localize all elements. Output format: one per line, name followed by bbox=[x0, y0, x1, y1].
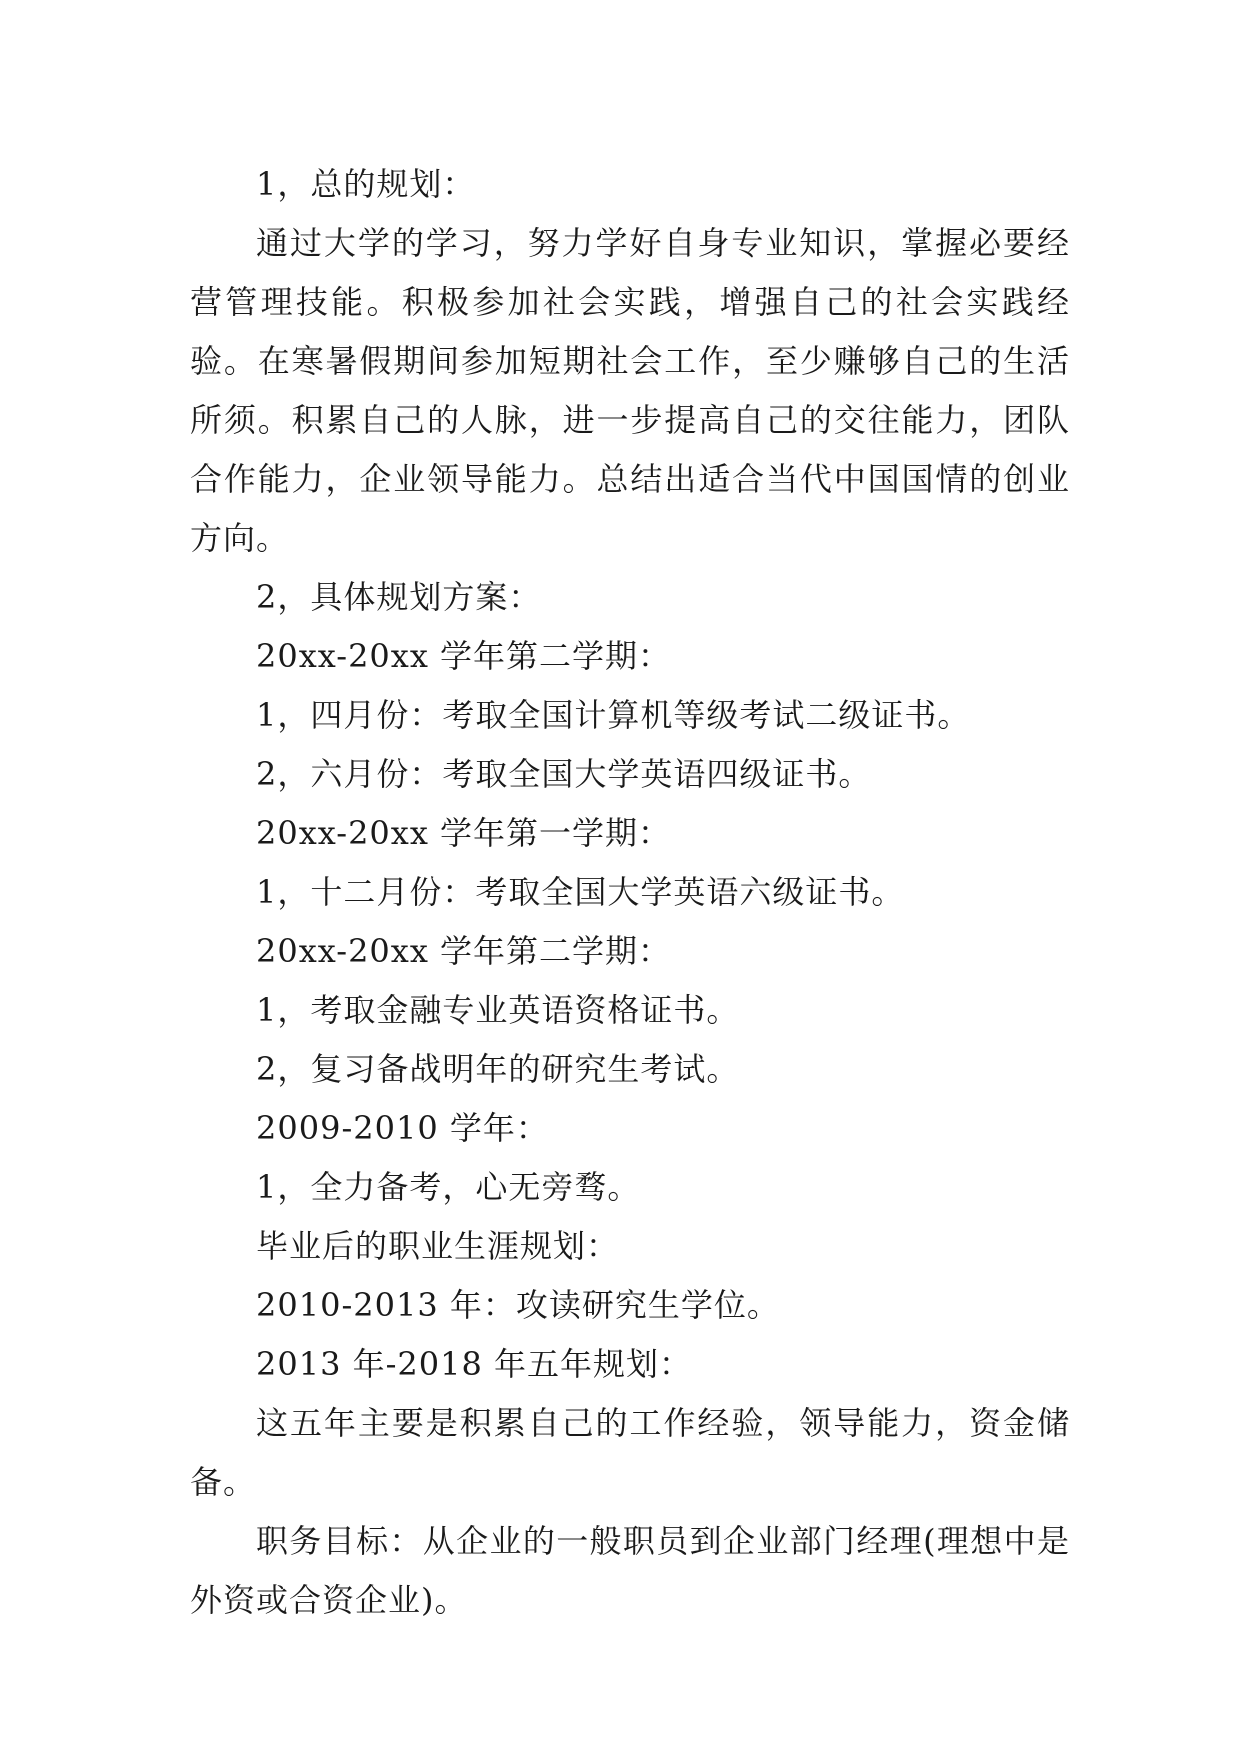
term-heading-1: 20xx-20xx 学年第二学期： bbox=[256, 637, 672, 675]
list-item: 1，考取金融专业英语资格证书。 bbox=[256, 991, 740, 1029]
term-heading-2: 20xx-20xx 学年第一学期： bbox=[256, 814, 672, 852]
section-heading-career-plan: 毕业后的职业生涯规划： bbox=[256, 1227, 620, 1265]
section-heading-overall-plan: 1，总的规划： bbox=[256, 165, 476, 203]
career-period-1: 2010-2013 年：攻读研究生学位。 bbox=[256, 1286, 780, 1324]
document-body bbox=[190, 155, 1070, 1630]
term-heading-4: 2009-2010 学年： bbox=[256, 1109, 549, 1147]
list-item: 1，十二月份：考取全国大学英语六级证书。 bbox=[256, 873, 905, 911]
list-item: 1，全力备考，心无旁骛。 bbox=[256, 1168, 641, 1206]
term-heading-3: 20xx-20xx 学年第二学期： bbox=[256, 932, 672, 970]
list-item: 2，六月份：考取全国大学英语四级证书。 bbox=[256, 755, 872, 793]
overall-plan-paragraph: 通过大学的学习，努力学好自身专业知识，掌握必要经营管理技能。积极参加社会实践，增强自己的社会实践经验。在寒暑假期间参加短期社会工作，至少赚够自己的生活所须。积累自己的人脉，进一步提高自己的交往能力，团队合作能力，企业领导能力。总结出适合当代中国国情的创业方向。 bbox=[190, 224, 1070, 557]
list-item: 1，四月份：考取全国计算机等级考试二级证书。 bbox=[256, 696, 971, 734]
job-goal-paragraph: 职务目标：从企业的一般职员到企业部门经理(理想中是外资或合资企业)。 bbox=[190, 1522, 1070, 1619]
section-heading-specific-plan: 2，具体规划方案： bbox=[256, 578, 542, 616]
career-period-2: 2013 年-2018 年五年规划： bbox=[256, 1345, 693, 1383]
list-item: 2，复习备战明年的研究生考试。 bbox=[256, 1050, 740, 1088]
five-year-plan-paragraph: 这五年主要是积累自己的工作经验，领导能力，资金储备。 bbox=[190, 1404, 1070, 1501]
